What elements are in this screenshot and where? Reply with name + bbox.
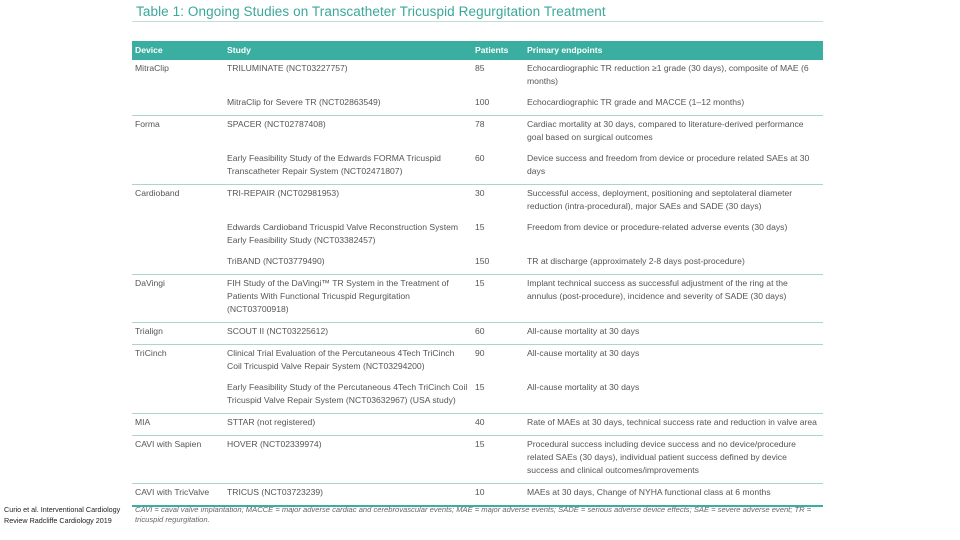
cell-patients: 78 — [472, 116, 524, 151]
cell-study: TRI-REPAIR (NCT02981953) — [224, 185, 472, 220]
cell-study: HOVER (NCT02339974) — [224, 436, 472, 484]
cell-patients: 15 — [472, 275, 524, 323]
cell-patients: 15 — [472, 436, 524, 484]
cell-study: Early Feasibility Study of the Edwards FORMA Tricuspid Transcatheter Repair System (NCT02471807) — [227, 153, 441, 176]
cell-endpoints: Procedural success including device success and no device/procedure related SAEs (30 days), individual patient success defined by device success and clinical outcomes/improvements — [524, 436, 823, 484]
cell-study: TRICUS (NCT03723239) — [224, 484, 472, 507]
cell-endpoints: All-cause mortality at 30 days — [524, 323, 823, 345]
cell-endpoints: Successful access, deployment, positioning and septolateral diameter reduction (intra-procedural), major SAEs and SADE (30 days) — [524, 185, 823, 220]
table-body — [132, 60, 823, 506]
table-row — [132, 94, 823, 116]
cell-patients: 15 — [475, 222, 485, 232]
cell-patients: 150 — [475, 256, 490, 266]
cell-endpoints: All-cause mortality at 30 days — [527, 382, 640, 392]
cell-patients: 40 — [472, 414, 524, 436]
table-row — [132, 414, 823, 436]
table-row — [132, 116, 823, 151]
cell-endpoints: Freedom from device or procedure-related adverse events (30 days) — [527, 222, 788, 232]
table-row — [132, 275, 823, 323]
table-row — [132, 484, 823, 507]
cell-device — [132, 150, 224, 185]
cell-endpoints: Implant technical success as successful adjustment of the ring at the annulus (post-procedure), incidence and severity of SADE (30 days) — [524, 275, 823, 323]
header-patients: Patients — [472, 41, 524, 60]
table-row — [132, 436, 823, 484]
cell-patients: 100 — [475, 97, 490, 107]
cell-endpoints: Cardiac mortality at 30 days, compared to literature-derived performance goal based on surgical outcomes — [524, 116, 823, 151]
cell-study: STTAR (not registered) — [224, 414, 472, 436]
cell-study: TRILUMINATE (NCT03227757) — [227, 63, 348, 73]
cell-study: SCOUT II (NCT03225612) — [224, 323, 472, 345]
cell-device — [132, 94, 224, 116]
table-footnote: CAVI = caval valve implantation; MACCE = major adverse cardiac and cerebrovascular events; MAE = major adverse events; SADE = serious adverse device effects; SAE = severe adverse event; TR = tricuspid regurgitation. — [135, 505, 812, 524]
header-study: Study — [224, 41, 472, 60]
cell-study: MitraClip for Severe TR (NCT02863549) — [227, 97, 381, 107]
cell-device: TriCinch — [132, 345, 224, 380]
cell-patients: 85 — [475, 63, 485, 73]
cell-endpoints: MAEs at 30 days, Change of NYHA functional class at 6 months — [524, 484, 823, 507]
cell-study: Clinical Trial Evaluation of the Percutaneous 4Tech TriCinch Coil Tricuspid Valve Repair System (NCT03294200) — [224, 345, 472, 380]
table-row — [132, 185, 823, 220]
cell-patients: 10 — [472, 484, 524, 507]
table-row — [132, 253, 823, 275]
cell-device: CAVI with TricValve — [132, 484, 224, 507]
cell-device — [132, 219, 224, 253]
table-header-row — [132, 41, 823, 60]
cell-endpoints: Rate of MAEs at 30 days, technical success rate and reduction in valve area — [524, 414, 823, 436]
cell-patients: 15 — [475, 382, 485, 392]
citation: Curio et al. Interventional Cardiology Review Radcliffe Cardiology 2019 — [4, 505, 121, 525]
cell-device — [132, 253, 224, 275]
cell-device: MitraClip — [135, 63, 169, 73]
cell-patients: 60 — [475, 153, 485, 163]
studies-table — [132, 41, 823, 507]
cell-device: Cardioband — [132, 185, 224, 220]
cell-device: Trialign — [132, 323, 224, 345]
table-row — [132, 345, 823, 380]
cell-study: TriBAND (NCT03779490) — [227, 256, 325, 266]
table-row — [132, 379, 823, 414]
cell-device — [132, 379, 224, 414]
table-row — [132, 150, 823, 185]
cell-device: CAVI with Sapien — [132, 436, 224, 484]
cell-study: Edwards Cardioband Tricuspid Valve Reconstruction System Early Feasibility Study (NCT03382457) — [227, 222, 459, 245]
cell-patients: 30 — [472, 185, 524, 220]
cell-patients: 60 — [472, 323, 524, 345]
cell-study: SPACER (NCT02787408) — [224, 116, 472, 151]
cell-device: MIA — [132, 414, 224, 436]
table-row — [132, 323, 823, 345]
cell-endpoints: Echocardiographic TR grade and MACCE (1–12 months) — [527, 97, 745, 107]
cell-endpoints: Device success and freedom from device or procedure related SAEs at 30 days — [527, 153, 810, 176]
table-row — [132, 219, 823, 253]
cell-device: DaVingi — [132, 275, 224, 323]
cell-study: FIH Study of the DaVingi™ TR System in the Treatment of Patients With Functional Tricuspid Regurgitation (NCT03700918) — [224, 275, 472, 323]
table-title: Table 1: Ongoing Studies on Transcatheter Tricuspid Regurgitation Treatment — [136, 4, 606, 19]
cell-endpoints: TR at discharge (approximately 2-8 days post-procedure) — [527, 256, 745, 266]
cell-study: Early Feasibility Study of the Percutaneous 4Tech TriCinch Coil Tricuspid Valve Repair System (NCT03632967) (USA study) — [227, 382, 468, 405]
header-endpoints: Primary endpoints — [524, 41, 823, 60]
table-row — [132, 60, 823, 94]
cell-device: Forma — [132, 116, 224, 151]
title-divider — [132, 21, 823, 22]
cell-endpoints: All-cause mortality at 30 days — [524, 345, 823, 380]
cell-patients: 90 — [472, 345, 524, 380]
cell-endpoints: Echocardiographic TR reduction ≥1 grade (30 days), composite of MAE (6 months) — [527, 63, 809, 86]
header-device: Device — [132, 41, 224, 60]
